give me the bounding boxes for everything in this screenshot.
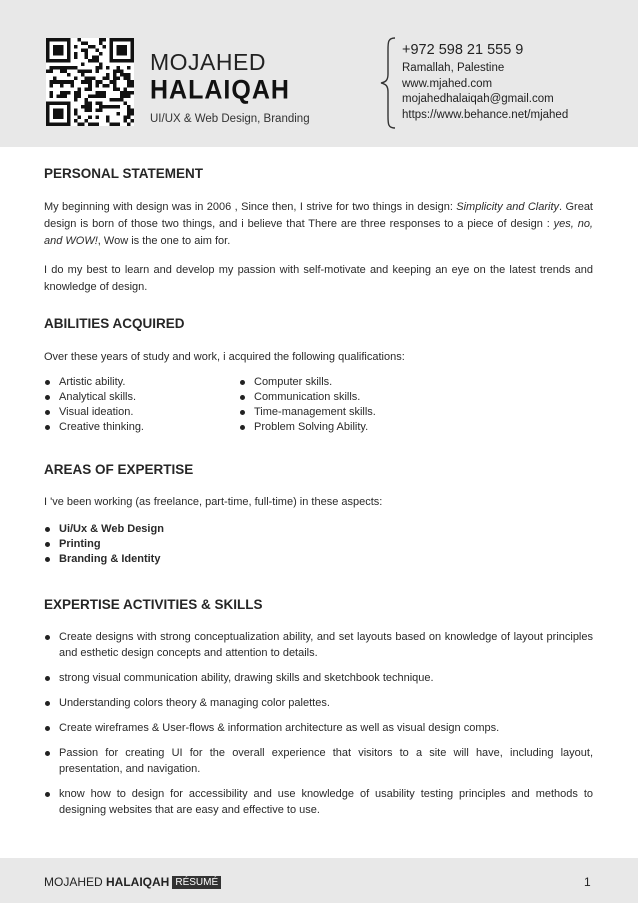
list-item: Passion for creating UI for the overall experience that visitors to a site will have, including layout, presentation, and navigation. <box>44 745 593 777</box>
list-item: Printing <box>44 537 164 552</box>
name-last: HALAIQAH <box>150 74 290 106</box>
footer-brand <box>44 875 221 889</box>
activities-list <box>44 629 593 827</box>
list-item: Artistic ability. <box>44 375 144 390</box>
section-title-activities: EXPERTISE ACTIVITIES & SKILLS <box>44 597 263 612</box>
list-item: Computer skills. <box>239 375 376 390</box>
list-item: Create designs with strong conceptualization ability, and set layouts based on knowledge of layout principles and esthetic design concepts and attention to details. <box>44 629 593 661</box>
contact-phone[interactable]: +972 598 21 555 9 <box>402 42 524 58</box>
list-item: Time-management skills. <box>239 405 376 420</box>
list-item: Communication skills. <box>239 390 376 405</box>
list-item: Branding & Identity <box>44 552 164 567</box>
footer-first-name: MOJAHED <box>44 875 103 889</box>
expertise-list <box>44 522 164 567</box>
contact-behance[interactable]: https://www.behance.net/mjahed <box>402 108 569 121</box>
tagline: UI/UX & Web Design, Branding <box>150 113 310 125</box>
abilities-list-left <box>44 375 144 435</box>
qr-code-icon[interactable] <box>46 38 134 126</box>
list-item: Creative thinking. <box>44 420 144 435</box>
contact-block <box>402 42 568 123</box>
abilities-list-right <box>239 375 376 435</box>
expertise-intro: I 've been working (as freelance, part-time, full-time) in these aspects: <box>44 496 383 508</box>
personal-statement-paragraph-2: I do my best to learn and develop my passion with self-motivate and keeping an eye on the latest trends and knowledge of design. <box>44 264 593 293</box>
section-title-expertise: AREAS OF EXPERTISE <box>44 462 194 477</box>
footer-band <box>0 858 638 903</box>
resume-label: RÉSUMÉ <box>172 876 221 889</box>
list-item: Create wireframes & User-flows & information architecture as well as visual design comps. <box>44 720 593 736</box>
list-item: Understanding colors theory & managing color palettes. <box>44 695 593 711</box>
abilities-intro: Over these years of study and work, i acquired the following qualifications: <box>44 351 405 363</box>
section-title-personal-statement: PERSONAL STATEMENT <box>44 166 204 181</box>
contact-email[interactable]: mojahedhalaiqah@gmail.com <box>402 93 554 105</box>
name-first: MOJAHED <box>150 49 266 75</box>
contact-location: Ramallah, Palestine <box>402 62 505 74</box>
list-item: strong visual communication ability, drawing skills and sketchbook technique. <box>44 670 593 686</box>
curly-brace-icon <box>378 36 398 130</box>
list-item: Visual ideation. <box>44 405 144 420</box>
list-item: Analytical skills. <box>44 390 144 405</box>
section-title-abilities: ABILITIES ACQUIRED <box>44 316 185 331</box>
header-band <box>0 0 638 147</box>
list-item: Problem Solving Ability. <box>239 420 376 435</box>
list-item: Ui/Ux & Web Design <box>44 522 164 537</box>
contact-website[interactable]: www.mjahed.com <box>402 77 493 90</box>
list-item: know how to design for accessibility and use knowledge of usability testing principles and methods to designing websites that are easy and effective to use. <box>44 786 593 818</box>
personal-statement-paragraph-1: My beginning with design was in 2006 , Since then, I strive for two things in design: Simplicity and Clarity. Great design is born of those two things, and i believe that There are three responses to a piece of design : yes, no, and WOW!, Wow is the one to aim for. <box>44 201 593 247</box>
page-number: 1 <box>584 875 591 889</box>
footer-last-name: HALAIQAH <box>106 875 170 889</box>
